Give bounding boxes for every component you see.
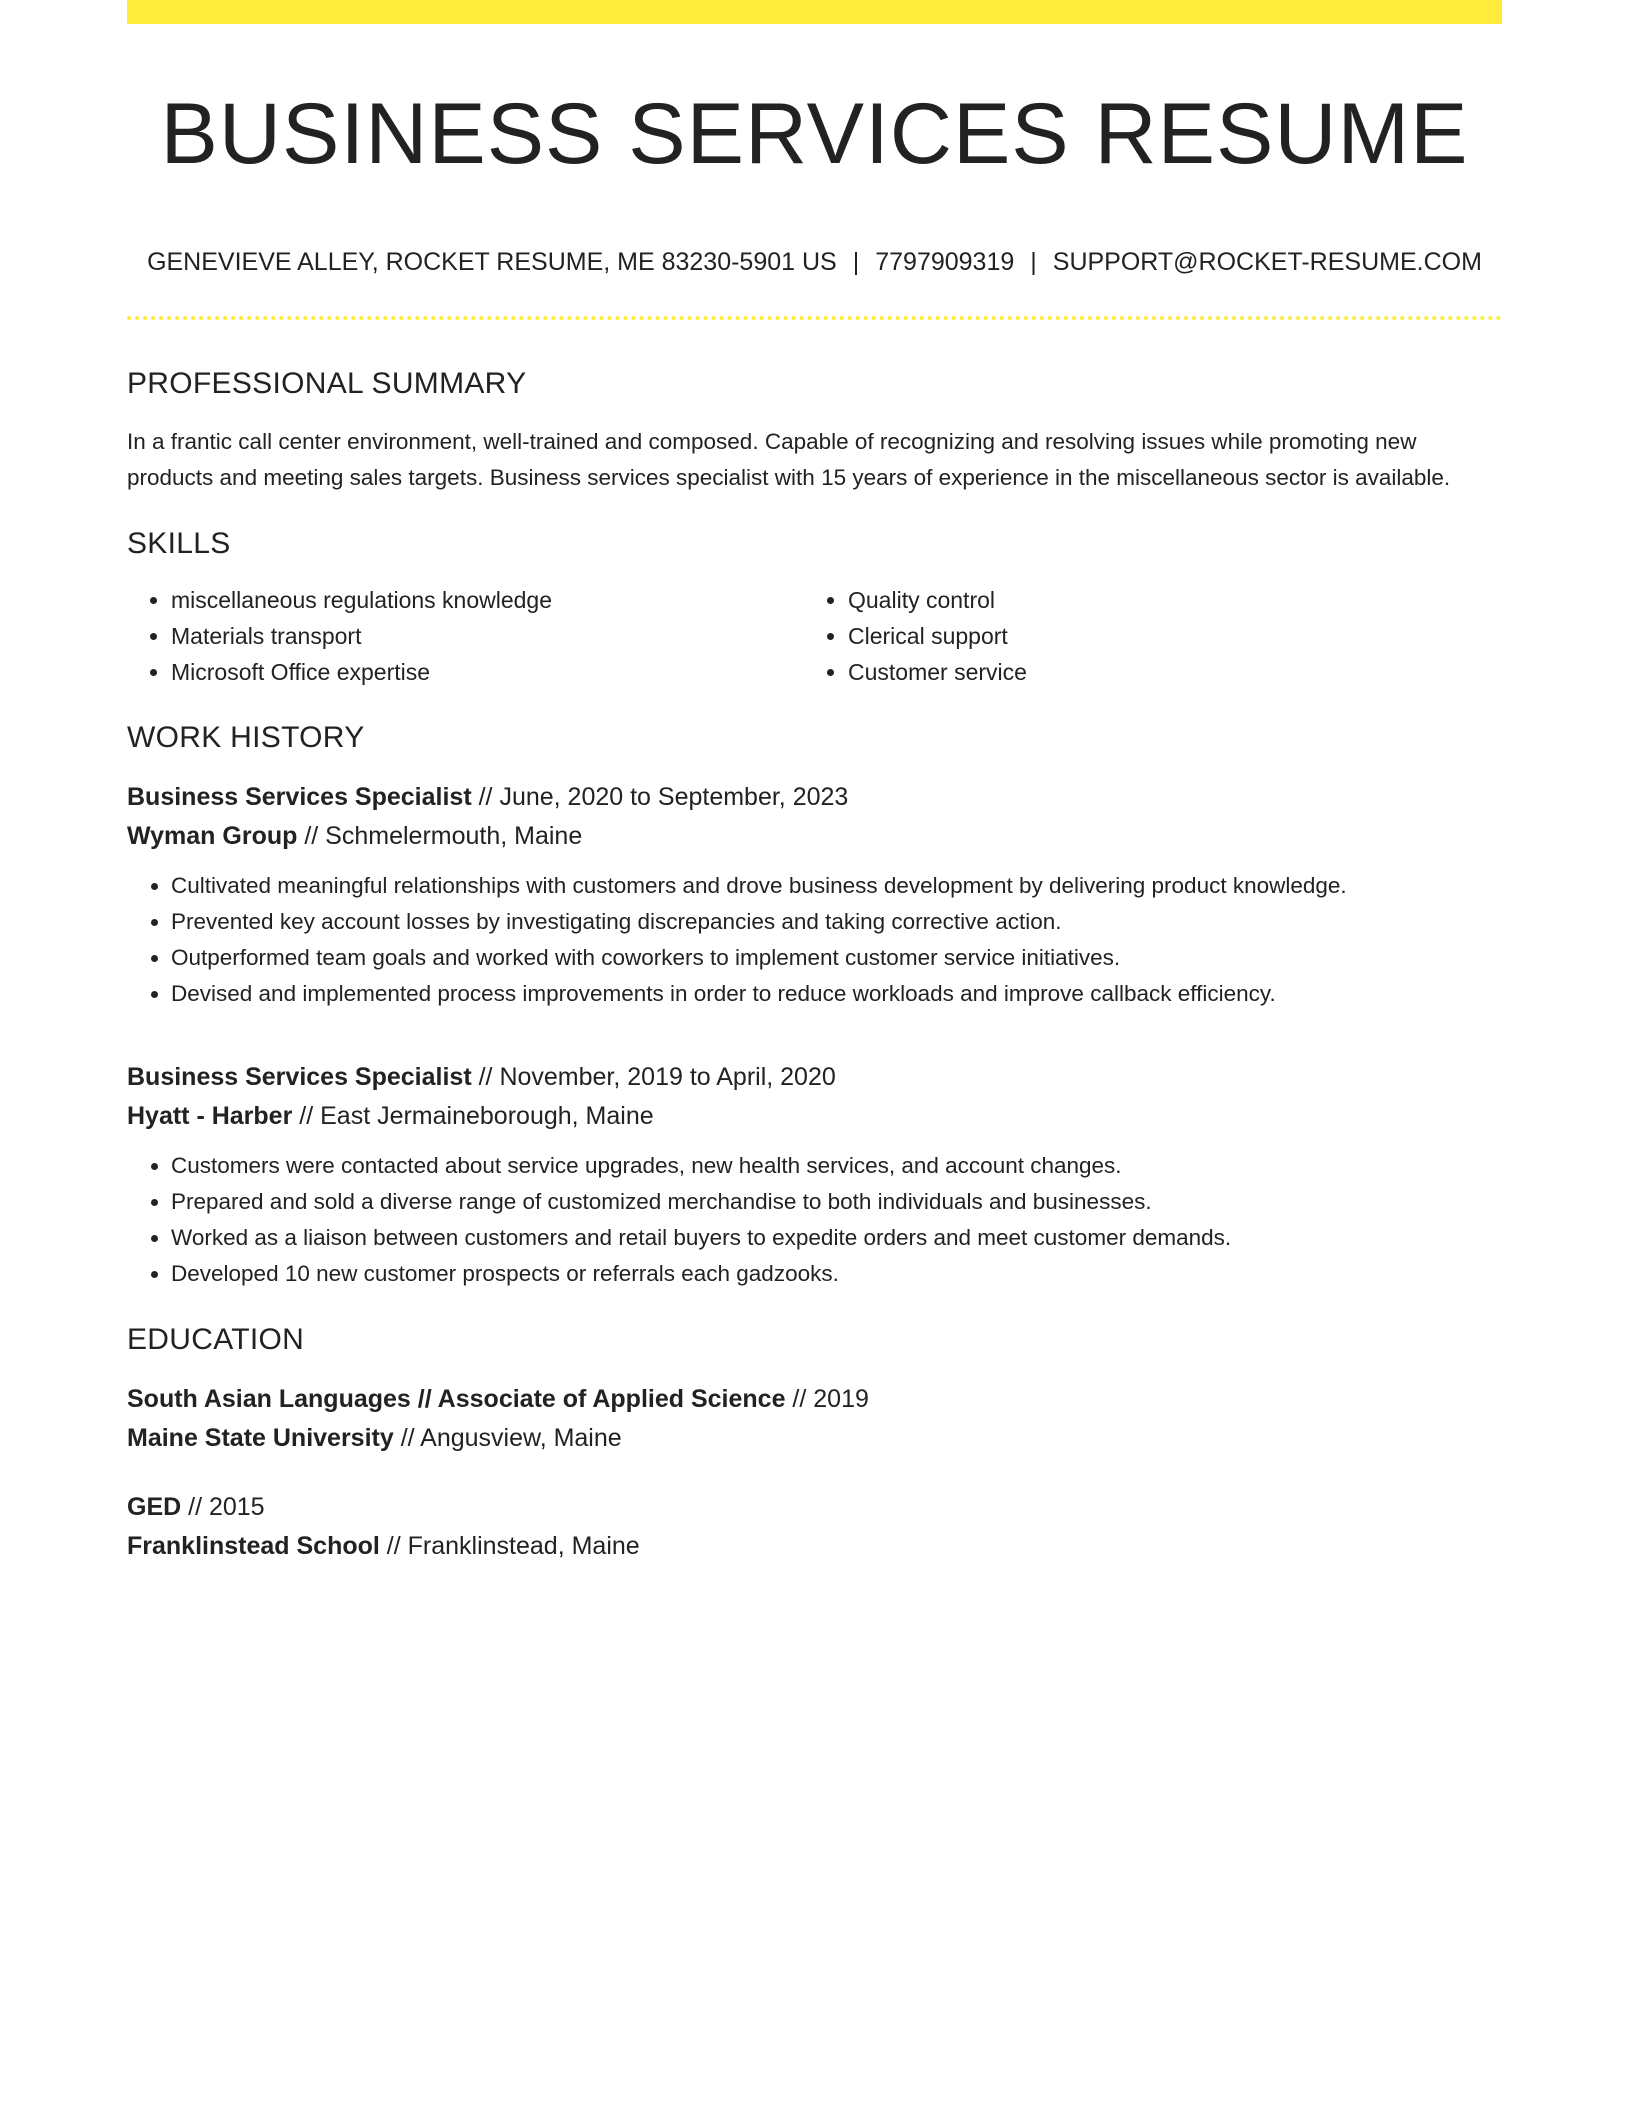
- job-bullets: [127, 868, 1502, 1012]
- skill-item: • miscellaneous regulations knowledge: [171, 582, 804, 618]
- contact-email: SUPPORT@ROCKET-RESUME.COM: [1052, 248, 1482, 276]
- accent-bar: [127, 0, 1502, 24]
- education-year: // 2015: [181, 1493, 265, 1521]
- education-entry: [127, 1380, 1502, 1458]
- job-company-line: [127, 817, 1502, 856]
- job-bullet: • Cultivated meaningful relationships with customers and drove business development by delivering product knowledge.: [171, 868, 1502, 904]
- job-entry: [127, 778, 1502, 1012]
- resume-title: BUSINESS SERVICES RESUME: [160, 86, 1469, 182]
- skills-column-left: [127, 582, 804, 690]
- summary-heading: PROFESSIONAL SUMMARY: [127, 367, 527, 400]
- education-heading: EDUCATION: [127, 1323, 305, 1356]
- education-location: // Angusview, Maine: [393, 1424, 622, 1452]
- education-degree: GED: [127, 1493, 182, 1521]
- education-degree-line: [127, 1488, 1502, 1527]
- job-bullet: • Devised and implemented process improvements in order to reduce workloads and improve callback efficiency.: [171, 976, 1502, 1012]
- skill-item: • Materials transport: [171, 618, 804, 654]
- skill-item: • Clerical support: [848, 618, 1481, 654]
- job-company: Wyman Group: [127, 822, 298, 850]
- job-dates: // November, 2019 to April, 2020: [471, 1063, 836, 1091]
- job-title: Business Services Specialist: [127, 783, 472, 811]
- contact-line: [127, 246, 1502, 278]
- job-title-line: [127, 1058, 1502, 1097]
- education-degree-line: [127, 1380, 1502, 1419]
- skills-column-right: [804, 582, 1481, 690]
- job-location: // East Jermaineborough, Maine: [292, 1102, 654, 1130]
- job-bullet: • Worked as a liaison between customers and retail buyers to expedite orders and meet customer demands.: [171, 1220, 1502, 1256]
- job-bullet: • Developed 10 new customer prospects or referrals each gadzooks.: [171, 1256, 1502, 1292]
- education-school-line: [127, 1419, 1502, 1458]
- contact-phone: 7797909319: [875, 248, 1015, 276]
- education-school: Maine State University: [127, 1424, 394, 1452]
- education-degree: South Asian Languages // Associate of Applied Science: [127, 1385, 786, 1413]
- job-bullet: • Prepared and sold a diverse range of customized merchandise to both individuals and businesses.: [171, 1184, 1502, 1220]
- resume-page: [127, 0, 1502, 1566]
- contact-separator: |: [1030, 248, 1037, 276]
- skill-item: • Microsoft Office expertise: [171, 654, 804, 690]
- job-bullet: • Customers were contacted about service upgrades, new health services, and account changes.: [171, 1148, 1502, 1184]
- job-bullet: • Prevented key account losses by investigating discrepancies and taking corrective action.: [171, 904, 1502, 940]
- education-school: Franklinstead School: [127, 1532, 380, 1560]
- education-location: // Franklinstead, Maine: [379, 1532, 640, 1560]
- job-entry: [127, 1058, 1502, 1292]
- job-company: Hyatt - Harber: [127, 1102, 293, 1130]
- job-title-line: [127, 778, 1502, 817]
- job-bullet: • Outperformed team goals and worked with coworkers to implement customer service initiatives.: [171, 940, 1502, 976]
- contact-address: GENEVIEVE ALLEY, ROCKET RESUME, ME 83230-5901 US: [147, 248, 837, 276]
- dotted-divider: [127, 316, 1502, 320]
- job-bullets: [127, 1148, 1502, 1292]
- summary-text: In a frantic call center environment, well-trained and composed. Capable of recognizing and resolving issues while promoting new products and meeting sales targets. Business services specialist with 15 years of experience in the miscellaneous sector is available.: [127, 429, 1451, 490]
- education-school-line: [127, 1527, 1502, 1566]
- job-location: // Schmelermouth, Maine: [297, 822, 583, 850]
- contact-separator: |: [852, 248, 860, 276]
- skill-item: • Quality control: [848, 582, 1481, 618]
- skill-item: • Customer service: [848, 654, 1481, 690]
- work-history-heading: WORK HISTORY: [127, 721, 365, 754]
- skills-heading: SKILLS: [127, 527, 231, 560]
- education-entry: [127, 1488, 1502, 1566]
- education-year: // 2019: [785, 1385, 869, 1413]
- job-dates: // June, 2020 to September, 2023: [471, 783, 849, 811]
- skills-list: [127, 582, 1502, 690]
- job-title: Business Services Specialist: [127, 1063, 472, 1091]
- job-company-line: [127, 1097, 1502, 1136]
